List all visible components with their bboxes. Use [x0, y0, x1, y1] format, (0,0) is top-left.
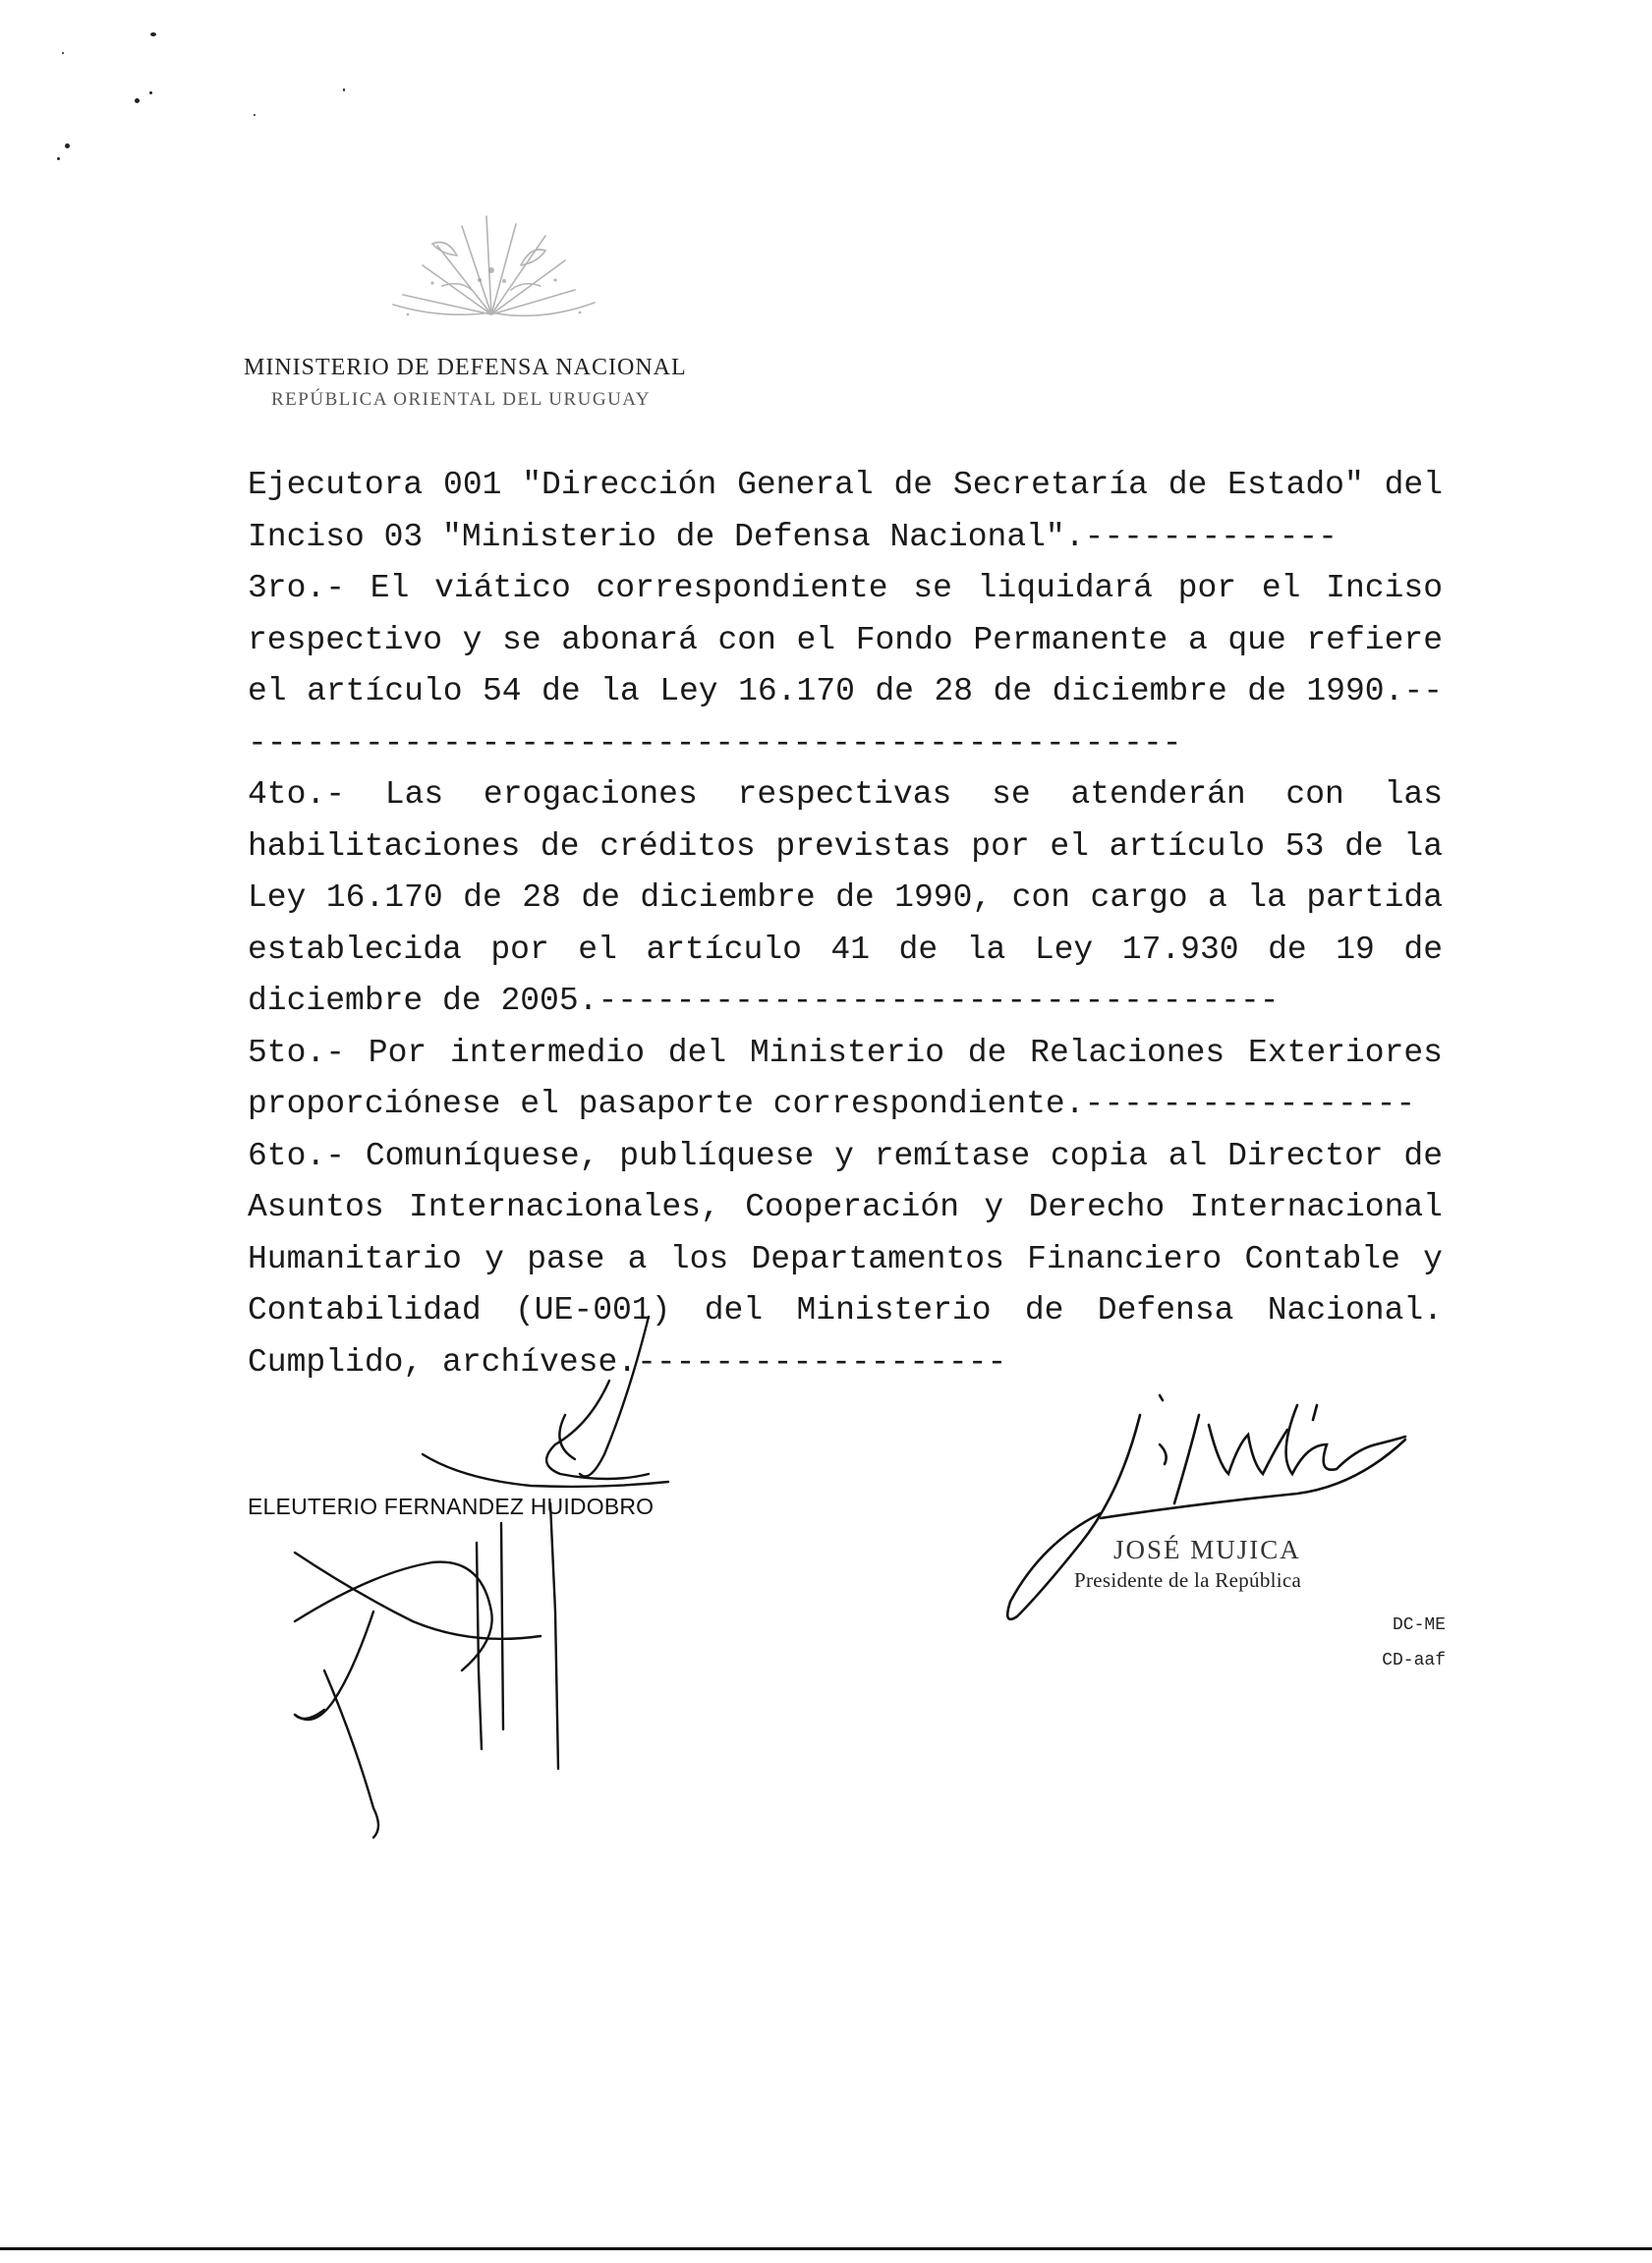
bottom-rule	[0, 2247, 1652, 2250]
left-signatory-name: ELEUTERIO FERNANDEZ HUIDOBRO	[248, 1494, 655, 1519]
right-signatory-title: Presidente de la República	[1074, 1568, 1302, 1592]
reference-code-2: CD-aaf	[1382, 1651, 1446, 1670]
paragraph-ejecutora: Ejecutora 001 "Dirección General de Secretaría de Estado" del Inciso 03 "Ministerio de Defensa Nacional".-------------	[248, 467, 1443, 555]
ministry-name: MINISTERIO DE DEFENSA NACIONAL	[244, 355, 687, 380]
right-signatory-name: JOSÉ MUJICA	[1113, 1535, 1301, 1564]
left-signature-icon	[295, 1317, 668, 1838]
paragraph-5to: 5to.- Por intermedio del Ministerio de Relaciones Exteriores proporciónese el pasaporte correspondiente.-----------------	[248, 1034, 1443, 1122]
paragraph-4to: 4to.- Las erogaciones respectivas se atenderán con las habilitaciones de créditos previstas por el artículo 53 de la Ley 16.170 de 28 de diciembre de 1990, con cargo a la partida establecida por el artículo 41 de la Ley 17.930 de 19 de diciembre de 2005.-----------------------------------	[248, 776, 1443, 1019]
reference-code-1: DC-ME	[1392, 1615, 1446, 1635]
paragraph-3ro: 3ro.- El viático correspondiente se liquidará por el Inciso respectivo y se abonará con el Fondo Permanente a que refiere el artículo 54 de la Ley 16.170 de 28 de diciembre de 1990.--------------------------------------------------	[248, 570, 1443, 762]
paragraph-6to: 6to.- Comuníquese, publíquese y remítase copia al Director de Asuntos Internacionales, Cooperación y Derecho Internacional Humanitario y pase a los Departamentos Financiero Contable y Contabilidad (UE-001) del Ministerio de Defensa Nacional. Cumplido, archívese.-------------------	[248, 1137, 1443, 1381]
republic-name: REPÚBLICA ORIENTAL DEL URUGUAY	[271, 389, 652, 410]
